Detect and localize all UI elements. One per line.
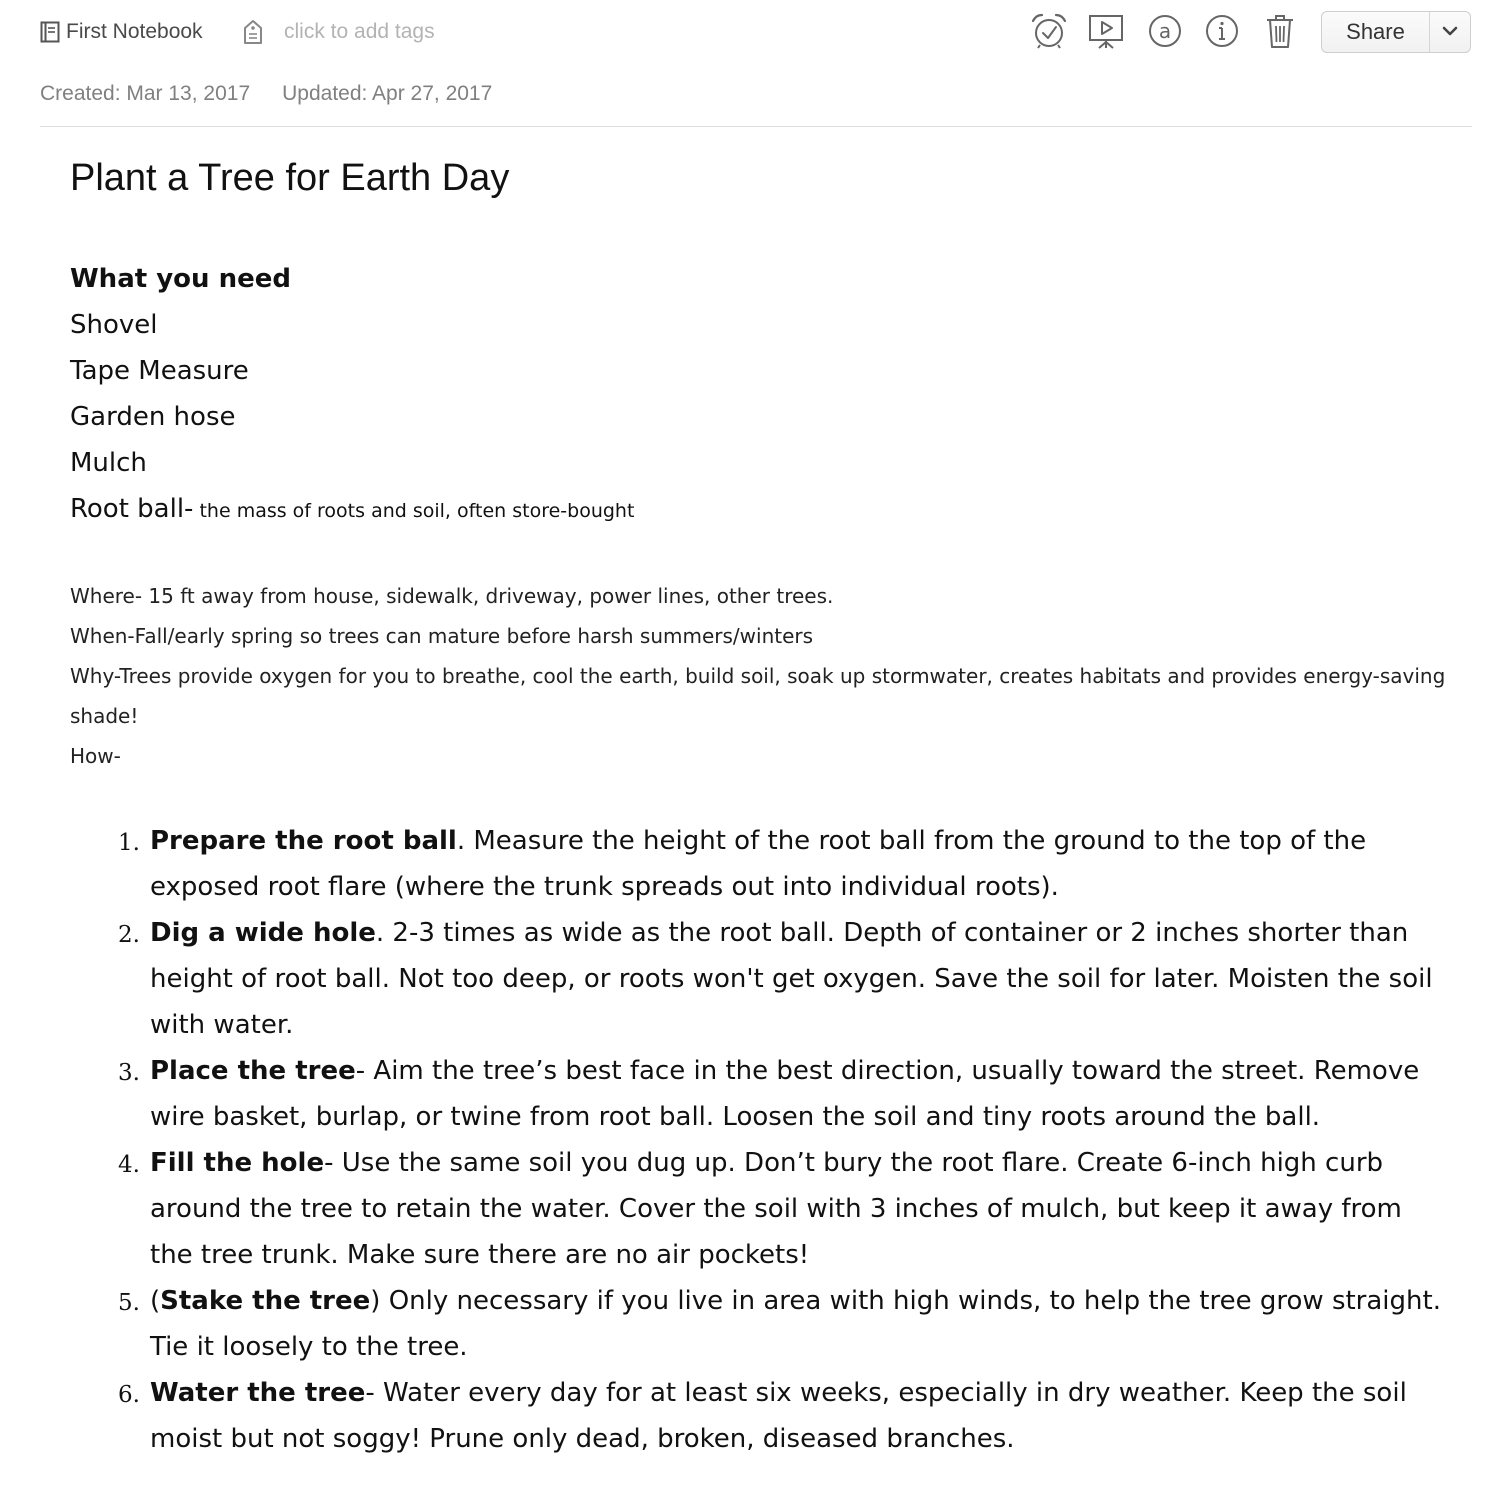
step-text: . 2-3 times as wide as the root ball. Depth of container or 2 inches shorter than height of root ball. Not too deep, or roots won't get oxygen. Save the soil for later. Moisten the soil with water. — [150, 918, 1433, 1040]
need-item: Mulch — [70, 448, 147, 478]
note-meta — [40, 82, 492, 106]
need-item: Tape Measure — [70, 356, 249, 386]
created-date: Created: Mar 13, 2017 — [40, 82, 251, 105]
presentation-icon[interactable] — [1087, 12, 1125, 50]
step-title: Stake the tree — [160, 1286, 371, 1316]
list-item — [70, 818, 1450, 910]
notebook-selector[interactable] — [40, 16, 203, 48]
where-text: Where- 15 ft away from house, sidewalk, driveway, power lines, other trees. — [70, 584, 834, 608]
step-prefix: ( — [150, 1286, 161, 1316]
note-editor[interactable] — [70, 150, 1450, 1462]
how-text: How- — [70, 744, 121, 768]
svg-text:a: a — [1158, 19, 1172, 43]
step-title: Fill the hole — [150, 1148, 325, 1178]
why-text: Why-Trees provide oxygen for you to breathe, cool the earth, build soil, soak up stormwater, creates habitats and provides energy-saving shade! — [70, 664, 1446, 728]
list-item — [70, 910, 1450, 1048]
when-text: When-Fall/early spring so trees can mature before harsh summers/winters — [70, 624, 814, 648]
step-number: 1. — [118, 830, 140, 856]
mention-icon[interactable] — [1146, 12, 1184, 50]
chevron-down-icon — [1442, 23, 1458, 41]
step-text: . Measure the height of the root ball from the ground to the top of the exposed root flare (where the trunk spreads out into individual roots). — [150, 826, 1367, 902]
step-text: ) Only necessary if you live in area with high winds, to help the tree grow straight. Tie it loosely to the tree. — [150, 1286, 1441, 1362]
what-you-need-heading: What you need — [70, 264, 291, 294]
list-item — [70, 1048, 1450, 1140]
reminder-icon[interactable] — [1030, 12, 1068, 50]
step-text: - Water every day for at least six weeks, especially in dry weather. Keep the soil moist but not soggy! Prune only dead, broken, diseased branches. — [150, 1378, 1407, 1454]
list-item — [70, 1370, 1450, 1462]
note-title[interactable]: Plant a Tree for Earth Day — [70, 157, 510, 199]
step-number: 4. — [118, 1152, 140, 1178]
step-number: 3. — [118, 1060, 140, 1086]
header-divider — [40, 126, 1472, 127]
updated-date: Updated: Apr 27, 2017 — [282, 82, 493, 105]
step-number: 2. — [118, 922, 140, 948]
note-body[interactable] — [70, 256, 1450, 1462]
notebook-icon — [40, 21, 60, 43]
tag-icon — [242, 19, 264, 45]
details-block — [70, 576, 1450, 776]
share-button[interactable]: Share — [1322, 12, 1430, 52]
share-options-button[interactable] — [1430, 12, 1470, 52]
list-item — [70, 1278, 1450, 1370]
step-number: 6. — [118, 1382, 140, 1408]
need-item: Garden hose — [70, 402, 236, 432]
tags-field[interactable] — [242, 16, 435, 48]
root-ball-label: Root ball- — [70, 494, 194, 524]
step-title: Dig a wide hole — [150, 918, 376, 948]
share-button-group — [1321, 11, 1471, 53]
tags-placeholder: click to add tags — [284, 20, 435, 43]
step-title: Place the tree — [150, 1056, 356, 1086]
step-title: Prepare the root ball — [150, 826, 457, 856]
note-toolbar — [0, 0, 1506, 64]
trash-icon[interactable] — [1261, 12, 1299, 50]
step-text: - Use the same soil you dug up. Don’t bury the root flare. Create 6-inch high curb around the tree to retain the water. Cover the soil with 3 inches of mulch, but keep it away from the tree trunk. Make sure there are no air pockets! — [150, 1148, 1402, 1270]
need-item-root-ball — [70, 486, 1450, 534]
info-icon[interactable] — [1203, 12, 1241, 50]
step-number: 5. — [118, 1290, 140, 1316]
step-text: - Aim the tree’s best face in the best direction, usually toward the street. Remove wire basket, burlap, or twine from root ball. Loosen the soil and tiny roots around the ball. — [150, 1056, 1420, 1132]
step-title: Water the tree — [150, 1378, 366, 1408]
root-ball-description: the mass of roots and soil, often store-bought — [193, 500, 635, 522]
notebook-name: First Notebook — [66, 20, 203, 43]
list-item — [70, 1140, 1450, 1278]
need-item: Shovel — [70, 310, 158, 340]
steps-list — [70, 818, 1450, 1462]
